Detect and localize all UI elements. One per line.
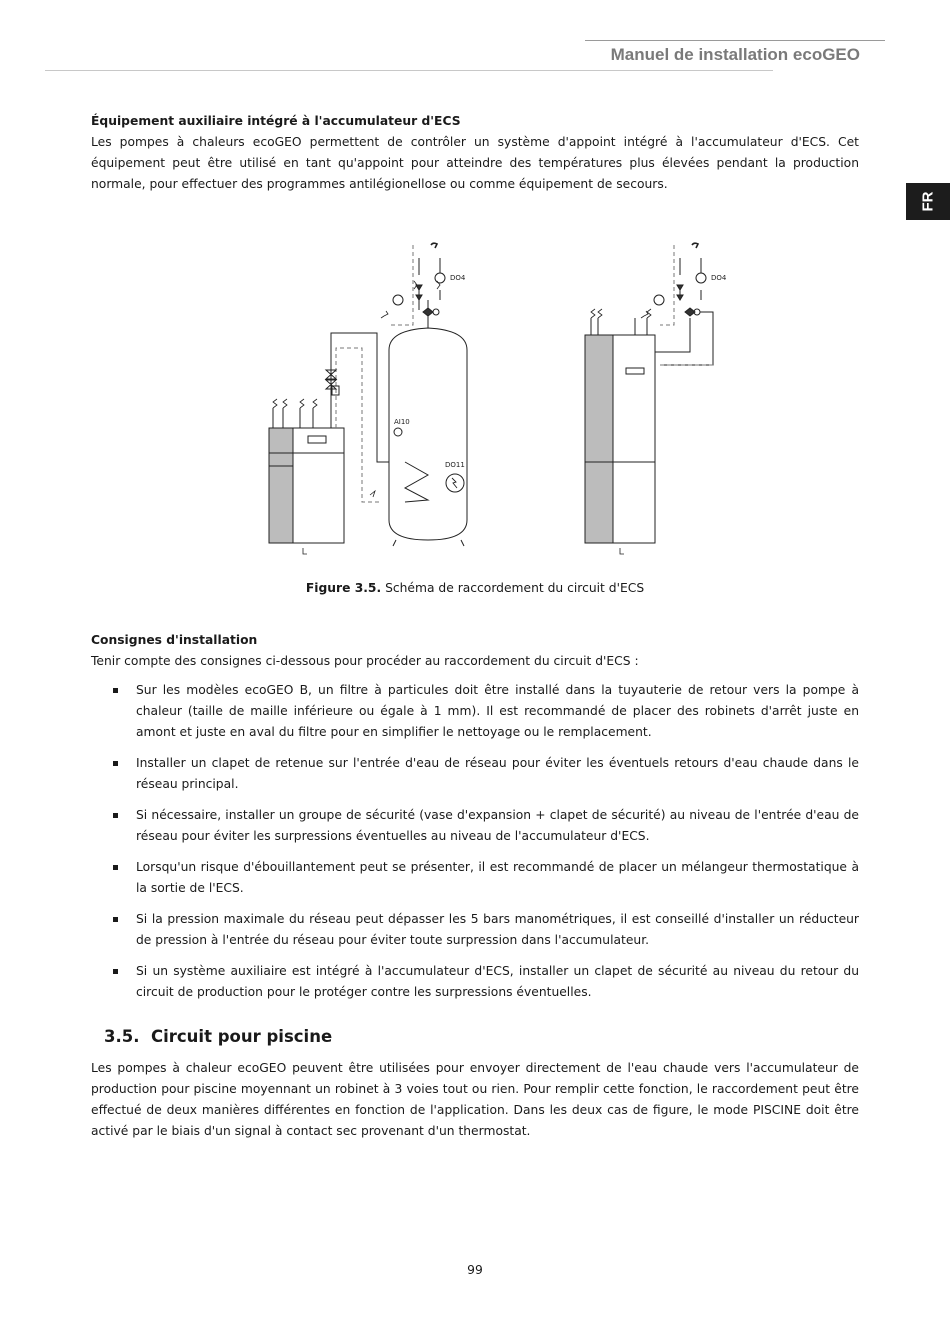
- language-tab-label: FR: [919, 191, 937, 212]
- header-title: Manuel de installation ecoGEO: [610, 45, 860, 64]
- header-top-rule: [585, 40, 885, 41]
- list-item-text: Lorsqu'un risque d'ébouillantement peut se présenter, il est recommandé de placer un mélangeur thermostatique à la sortie de l'ECS.: [136, 860, 859, 895]
- section-installation-instructions: [91, 630, 859, 1013]
- list-item: [91, 805, 859, 847]
- bullet-square-icon: [113, 969, 118, 974]
- dhw-connection-diagram: [255, 238, 735, 558]
- section-title: Circuit pour piscine: [151, 1027, 333, 1046]
- label-do4-right: DO4: [711, 274, 727, 282]
- label-do11: DO11: [445, 461, 465, 469]
- section-heading: Consignes d'installation: [91, 633, 258, 647]
- page-number: 99: [467, 1263, 483, 1277]
- list-item-text: Si nécessaire, installer un groupe de sécurité (vase d'expansion + clapet de sécurité) au niveau de l'entrée d'eau de réseau pour éviter les surpressions éventuelles au niveau de l'accumulateur d'ECS.: [136, 808, 859, 843]
- list-item-text: Sur les modèles ecoGEO B, un filtre à particules doit être installé dans la tuyauterie de retour vers la pompe à chaleur (taille de maille inférieure ou égale à 1 mm). Il est recommandé de placer des robinets d'arrêt juste en amont et juste en aval du filtre pour en simplifier le nettoyage ou le remplacement.: [136, 683, 859, 739]
- list-item-text: Si la pression maximale du réseau peut dépasser les 5 bars manométriques, il est conseillé d'installer un réducteur de pression à l'entrée du réseau pour éviter toute surpression dans l'accumulateur.: [136, 912, 859, 947]
- section-pool-circuit: [91, 1058, 859, 1142]
- bullet-square-icon: [113, 813, 118, 818]
- bullet-square-icon: [113, 761, 118, 766]
- section-paragraph: Les pompes à chaleur ecoGEO peuvent être utilisées pour envoyer directement de l'eau chaude vers l'accumulateur de production pour piscine moyennant un robinet à 3 voies tout ou rien. Pour remplir cette fonction, le raccordement peut être effectué de deux manières différentes en fonction de l'application. Dans les deux cas de figure, le mode PISCINE doit être activé par le biais d'un signal à contact sec provenant d'un thermostat.: [91, 1061, 859, 1138]
- list-item-text: Si un système auxiliaire est intégré à l'accumulateur d'ECS, installer un clapet de sécurité au niveau du retour du circuit de production pour le protéger contre les surpressions éventuelles.: [136, 964, 859, 999]
- section-number: 3.5.: [104, 1027, 140, 1046]
- section-heading: Équipement auxiliaire intégré à l'accumulateur d'ECS: [91, 114, 461, 128]
- figure-caption-text: Schéma de raccordement du circuit d'ECS: [381, 581, 645, 595]
- heat-pump-unit-left: [269, 428, 344, 543]
- list-item: [91, 909, 859, 951]
- storage-tank: [389, 328, 467, 546]
- figure-caption-number: Figure 3.5.: [305, 581, 382, 595]
- list-item: [91, 961, 859, 1003]
- label-ai10: AI10: [394, 418, 410, 426]
- bullet-square-icon: [113, 865, 118, 870]
- language-tab: [906, 183, 950, 220]
- instruction-list: [91, 680, 859, 1003]
- section-title-pool-circuit: [104, 1027, 332, 1046]
- list-item-text: Installer un clapet de retenue sur l'entrée d'eau de réseau pour éviter les éventuels retours d'eau chaude dans le réseau principal.: [136, 756, 859, 791]
- bullet-square-icon: [113, 917, 118, 922]
- section-paragraph: Les pompes à chaleurs ecoGEO permettent de contrôler un système d'appoint intégré à l'accumulateur d'ECS. Cet équipement peut être utilisé en tant qu'appoint pour atteindre des températures plus élevées pendant la production normale, pour effectuer des programmes antilégionellose ou comme équipement de secours.: [91, 135, 859, 191]
- bullet-square-icon: [113, 688, 118, 693]
- list-item: [91, 680, 859, 743]
- list-item: [91, 857, 859, 899]
- list-item: [91, 753, 859, 795]
- section-auxiliary-equipment: [91, 111, 859, 195]
- heat-pump-unit-right: [585, 335, 655, 543]
- figure-caption: [0, 581, 950, 595]
- label-do4-left: DO4: [450, 274, 466, 282]
- section-intro: Tenir compte des consignes ci-dessous pour procéder au raccordement du circuit d'ECS :: [91, 654, 639, 668]
- header-rule: [45, 70, 773, 71]
